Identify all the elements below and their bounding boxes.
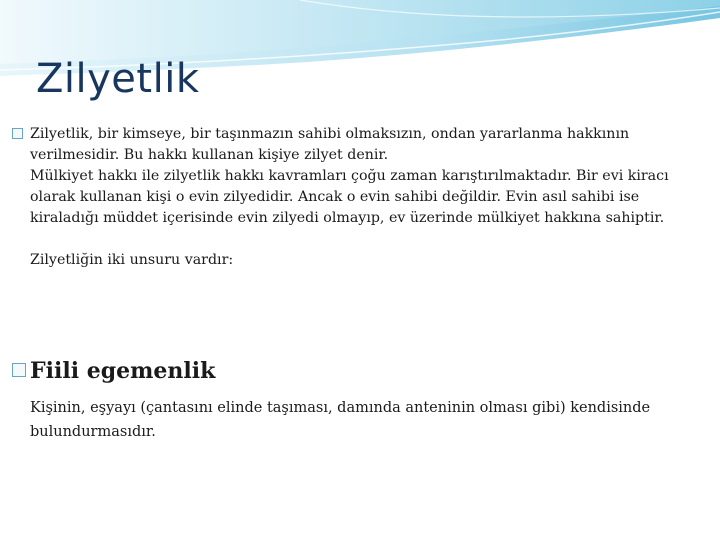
page-title: Zilyetlik: [36, 56, 200, 102]
paragraph-text: Mülkiyet hakkı ile zilyetlik hakkı kavramları çoğu zaman karıştırılmaktadır. Bir evi kiracı olarak kullanan kişi o evin zilyedidir. Ancak o evin sahibi değildir. Evin asıl sahibi ise kiraladığı müddet içerisinde evin zilyedi olmayıp, ev üzerinde mülkiyet hakkına sahiptir.: [30, 168, 669, 226]
paragraph-text: Zilyetlik, bir kimseye, bir taşınmazın sahibi olmaksızın, ondan yararlanma hakkının verilmesidir. Bu hakkı kullanan kişiye zilyet denir.: [30, 126, 630, 163]
paragraph-elements: [12, 250, 702, 271]
section-text: Kişinin, eşyayı (çantasını elinde taşıması, damında anteninin olması gibi) kendisinde bulundurmasıdır.: [30, 400, 651, 440]
section-heading: [12, 356, 702, 386]
square-bullet-icon: [12, 128, 23, 139]
main-content: [12, 124, 702, 271]
square-bullet-icon: [12, 363, 26, 377]
section-fiili-egemenlik: [12, 356, 702, 444]
paragraph-text: Zilyetliğin iki unsuru vardır:: [30, 252, 234, 268]
paragraph-definition: [12, 124, 702, 166]
paragraph-explanation: [12, 166, 702, 229]
section-heading-text: Fiili egemenlik: [30, 358, 216, 384]
